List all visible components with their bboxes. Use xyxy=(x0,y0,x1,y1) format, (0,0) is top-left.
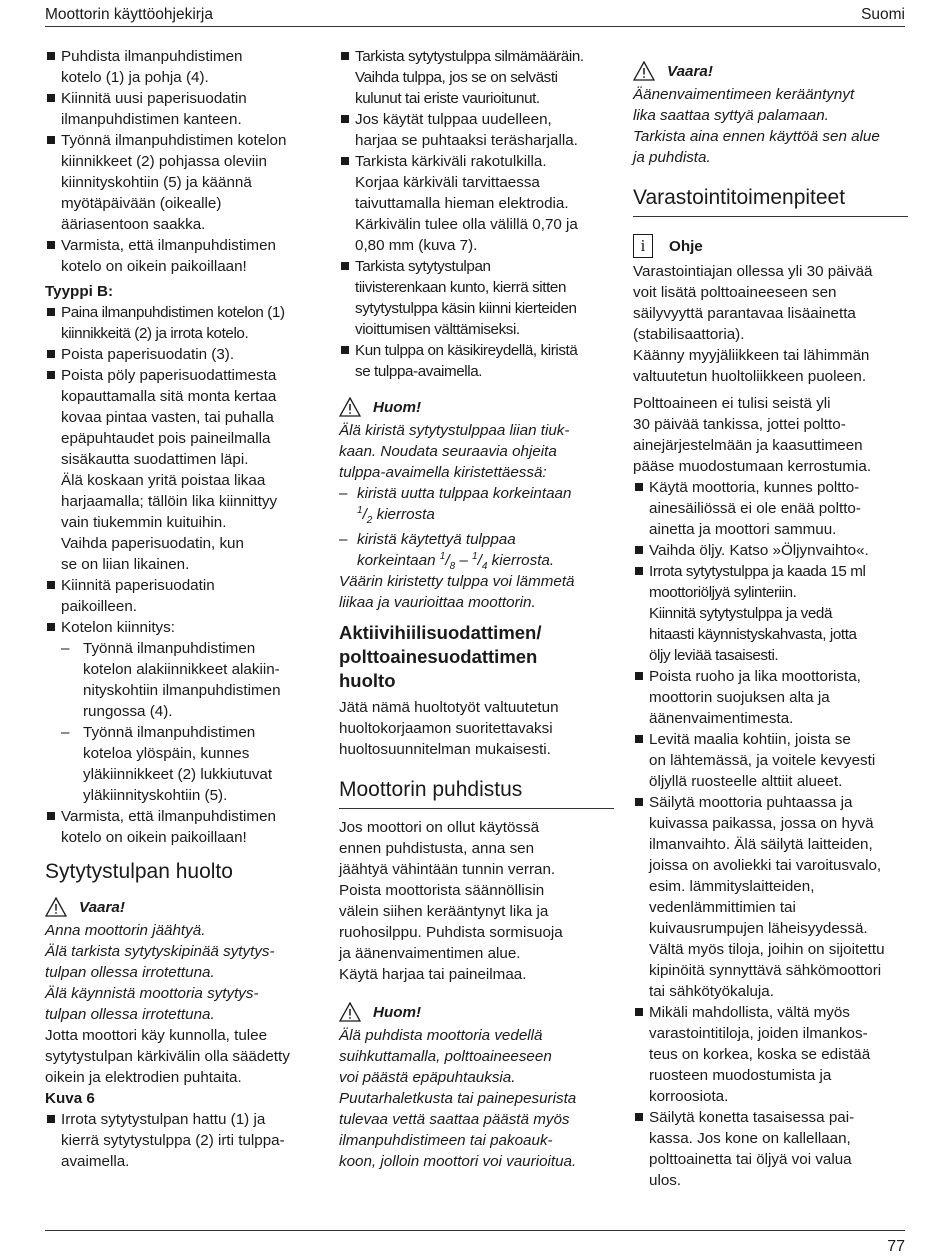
dash-item: – Työnnä ilmanpuhdistimen kotelon alakiinnikkeet alakiin- nityskohtiin ilmanpuhdistimen rungossa (4). xyxy=(61,640,281,720)
list-item: Jos käytät tulppaa uudelleen, harjaa se puhtaaksi teräsharjalla. xyxy=(339,109,614,151)
page-footer-rule xyxy=(45,1230,905,1231)
list-item: Varmista, että ilmanpuhdistimen kotelo on oikein paikoillaan! xyxy=(45,235,320,277)
notice-box xyxy=(339,394,614,420)
list-item: Vaihda öljy. Katso »Öljynvaihto«. xyxy=(633,540,908,561)
list-item: Säilytä moottoria puhtaassa ja kuivassa paikassa, jossa on hyvä ilmanvaihto. Älä säilytä laitteiden, joissa on avoliekki tai varoitusvalo, esim. lämmityslaitteiden, vedenlämmittimien tai kuivausrumpujen läheisyydessä. Vältä myös tiloja, joihin on sijoitettu kipinöitä synnyttävä sähkömoottori tai sähkötyökaluja. xyxy=(633,792,908,1002)
list-item: Poista ruoho ja lika moottorista, moottorin suojuksen alta ja äänenvaimentimesta. xyxy=(633,666,908,729)
notice-label: Huom! xyxy=(373,1003,422,1021)
list-item: Poista pöly paperisuodattimesta kopauttamalla sitä monta kertaa kovaa pintaa vasten, tai puhalla epäpuhtaudet pois paineilmalla sisäkautta suodattimen läpi. Älä koskaan yritä poistaa likaa harjaamalla; tällöin lika kiinnittyy vain tiukemmin kuituihin. Vaihda paperisuodatin, kun se on liian likainen. xyxy=(45,365,320,575)
warning-triangle-icon xyxy=(339,397,361,417)
column-3 xyxy=(633,46,908,1191)
warning-label: Vaara! xyxy=(79,898,125,916)
section-title-storage: Varastointitoimenpiteet xyxy=(633,186,908,217)
section-title-activated-carbon-filter: Aktiivihiilisuodattimen/ polttoainesuodattimen huolto xyxy=(339,622,542,691)
list-item: Säilytä konetta tasaisessa pai- kassa. Jos kone on kallellaan, polttoainetta tai öljyä voi valua ulos. xyxy=(633,1107,908,1191)
column-1 xyxy=(45,46,320,1172)
warning-text: Anna moottorin jäähtyä. Älä tarkista sytytyskipinää sytytys- tulpan ollessa irrotettuna. Älä käynnistä moottoria sytytys- tulpan ollessa irrotettuna. xyxy=(45,922,275,1023)
notice-text: Älä kiristä sytytystulppaa liian tiuk- kaan. Noudata seuraavia ohjeita tulppa-avaimella kiristettäessä: xyxy=(339,422,570,481)
dash-item: – Työnnä ilmanpuhdistimen koteloa ylöspäin, kunnes yläkiinnikkeet (2) lukkiutuvat yläkiinnityskohtiin (5). xyxy=(61,724,273,804)
notice-text: Väärin kiristetty tulppa voi lämmetä liikaa ja vaurioittaa moottorin. xyxy=(339,573,575,611)
warning-triangle-icon xyxy=(339,1002,361,1022)
list-item: Kiinnitä uusi paperisuodatin ilmanpuhdistimen kanteen. xyxy=(45,88,320,130)
dash-item: – kiristä käytettyä tulppaa korkeintaan $^1/_8 - ^1/_4$ kierrosta. xyxy=(339,531,555,573)
warning-box xyxy=(633,58,908,84)
notice-label: Huom! xyxy=(373,398,422,416)
info-box xyxy=(633,231,908,261)
subheading-type-b: Tyyppi B: xyxy=(45,283,114,300)
list-item: Irrota sytytystulppa ja kaada 15 ml moottoriöljyä sylinteriin. Kiinnitä sytytystulppa ja vedä hitaasti käynnistyskahvasta, jotta öljy leviää tasaisesti. xyxy=(633,561,908,666)
warning-box xyxy=(45,894,320,920)
list-item: Levitä maalia kohtiin, joista se on lähtemässä, ja voitele kevyesti öljyllä ruosteelle alttiit alueet. xyxy=(633,729,908,792)
list-item: Tarkista sytytystulppa silmämääräin. Vaihda tulppa, jos se on selvästi kulunut tai eriste vaurioitunut. xyxy=(339,46,614,109)
warning-triangle-icon xyxy=(633,61,655,81)
page-number: 77 xyxy=(887,1238,905,1255)
section-title-engine-cleaning: Moottorin puhdistus xyxy=(339,778,614,809)
section-title-spark-plug: Sytytystulpan huolto xyxy=(45,860,233,883)
notice-text: Älä puhdista moottoria vedellä suihkuttamalla, polttoaineeseen voi päästä epäpuhtauksia. Puutarhaletkusta tai painepesurista tulevaa vettä saattaa päästä myös ilmanpuhdistimeen tai pakoauk- koon, jolloin moottori voi vaurioitua. xyxy=(339,1027,577,1170)
list-item: Tarkista sytytystulpan tiivisterenkaan kunto, kierrä sitten sytytystulppa käsin kiinni kierteiden vioittumisen välttämiseksi. xyxy=(339,256,614,340)
warning-triangle-icon xyxy=(45,897,67,917)
paragraph: Jätä nämä huoltotyöt valtuutetun huoltokorjaamon suoritettavaksi huoltosuunnitelman mukaisesti. xyxy=(339,699,559,758)
page-header xyxy=(45,4,905,27)
paragraph: Jos moottori on ollut käytössä ennen puhdistusta, anna sen jäähtyä vähintään tunnin verran. Poista moottorista säännöllisin välein siihen kerääntynyt lika ja ruohosilppu. Puhdista sormisuoja ja äänenvaimentimen alue. Käytä harjaa tai paineilmaa. xyxy=(339,819,563,983)
list-item: Puhdista ilmanpuhdistimen kotelo (1) ja pohja (4). xyxy=(45,46,320,88)
info-icon: i xyxy=(633,234,653,258)
list-item: Varmista, että ilmanpuhdistimen kotelo on oikein paikoillaan! xyxy=(45,806,320,848)
list-item: Irrota sytytystulpan hattu (1) ja kierrä sytytystulppa (2) irti tulppa- avaimella. xyxy=(45,1109,320,1172)
column-2 xyxy=(339,46,614,1172)
list-item: Työnnä ilmanpuhdistimen kotelon kiinnikkeet (2) pohjassa oleviin kiinnityskohtiin (5) ja käännä myötäpäivään (oikealle) ääriasentoon saakka. xyxy=(45,130,320,235)
paragraph: Varastointiajan ollessa yli 30 päivää voit lisätä polttoaineeseen sen säilyvyyttä parantavaa lisäainetta (stabilisaattoria). Käänny myyjäliikkeen tai lähimmän valtuutetun huoltoliikkeen puoleen. xyxy=(633,263,873,385)
language-label: Suomi xyxy=(861,6,905,23)
list-item: Kotelon kiinnitys: xyxy=(45,617,320,638)
paragraph: Polttoaineen ei tulisi seistä yli 30 päivää tankissa, jottei poltto- ainejärjestelmään ja kaasuttimeen pääse muodostumaan kerrostumia. xyxy=(633,395,872,475)
paragraph: Jotta moottori käy kunnolla, tulee sytytystulpan kärkivälin olla säädetty oikein ja elektrodien puhtaita. xyxy=(45,1027,290,1086)
warning-text: Äänenvaimentimeen kerääntynyt lika saattaa syttyä palamaan. Tarkista aina ennen käyttöä sen alue ja puhdista. xyxy=(633,86,880,166)
figure-reference: Kuva 6 xyxy=(45,1090,95,1107)
info-label: Ohje xyxy=(669,237,703,255)
manual-title: Moottorin käyttöohjekirja xyxy=(45,6,213,23)
list-item: Käytä moottoria, kunnes poltto- ainesäiliössä ei ole enää poltto- ainetta ja moottori sammuu. xyxy=(633,477,908,540)
notice-box xyxy=(339,999,614,1025)
list-item: Poista paperisuodatin (3). xyxy=(45,344,320,365)
list-item: Kiinnitä paperisuodatin paikoilleen. xyxy=(45,575,320,617)
list-item: Kun tulppa on käsikireydellä, kiristä se tulppa-avaimella. xyxy=(339,340,614,382)
list-item: Tarkista kärkiväli rakotulkilla. Korjaa kärkiväli tarvittaessa taivuttamalla hieman elektrodia. Kärkivälin tulee olla välillä 0,70 ja 0,80 mm (kuva 7). xyxy=(339,151,614,256)
list-item: Paina ilmanpuhdistimen kotelon (1) kiinnikkeitä (2) ja irrota kotelo. xyxy=(45,302,320,344)
dash-item: – kiristä uutta tulppaa korkeintaan $^1/_2$ kierrosta xyxy=(339,485,572,527)
list-item: Mikäli mahdollista, vältä myös varastointitiloja, joiden ilmankos- teus on korkea, koska se edistää ruosteen muodostumista ja korroosiota. xyxy=(633,1002,908,1107)
warning-label: Vaara! xyxy=(667,62,713,80)
